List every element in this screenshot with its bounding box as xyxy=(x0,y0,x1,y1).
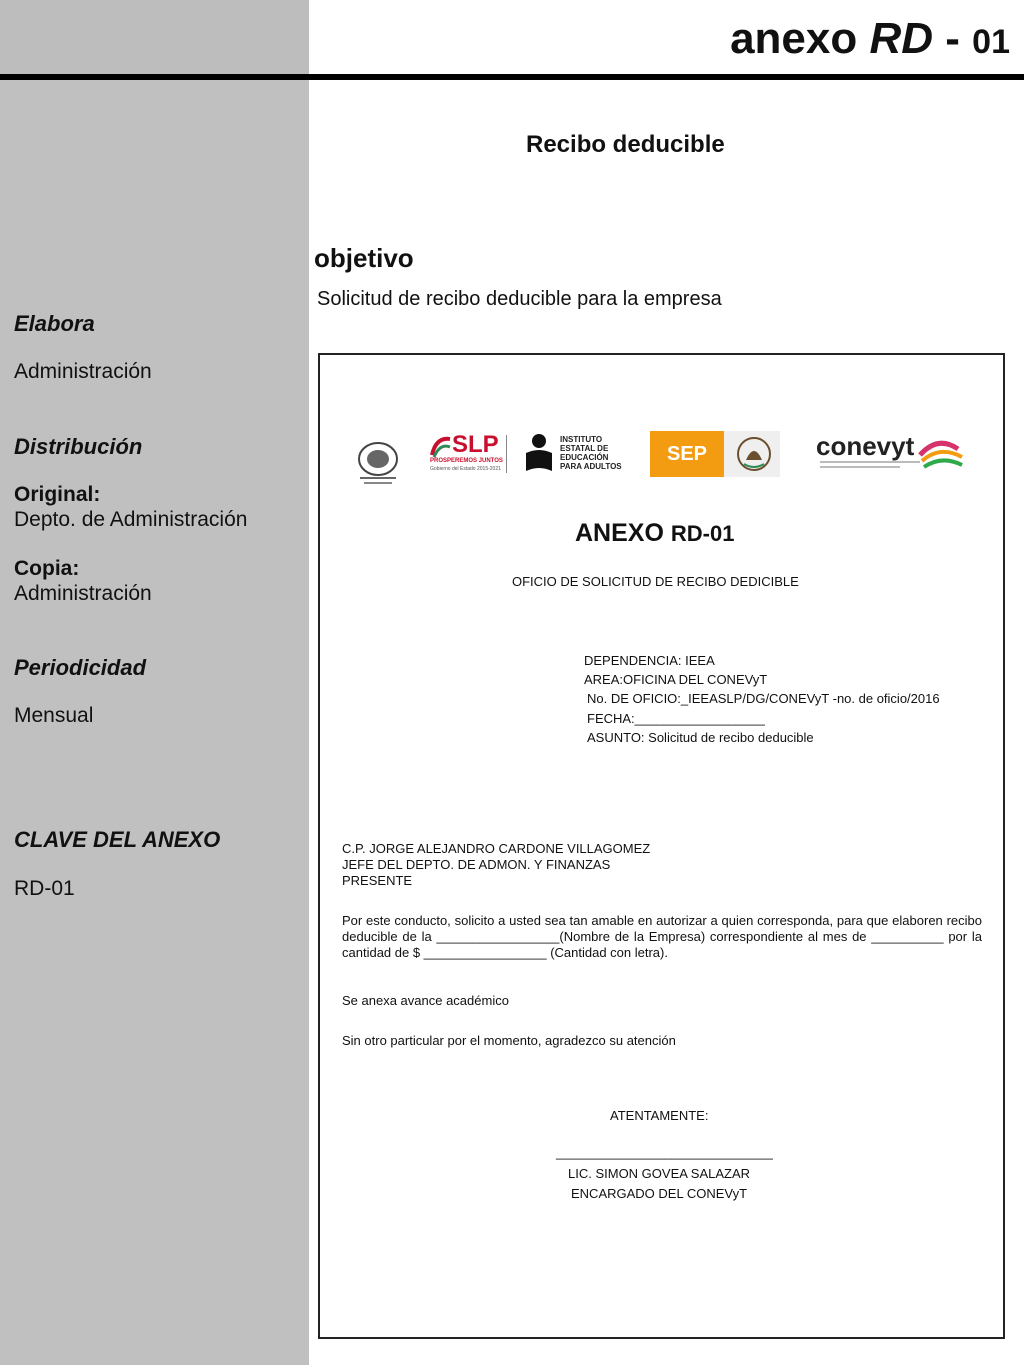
objetivo-heading: objetivo xyxy=(314,243,414,273)
slp-emblem-icon xyxy=(430,435,452,459)
ieea-reader-icon xyxy=(524,433,554,473)
document-frame xyxy=(318,353,1005,1339)
anexo-title: ANEXO RD-01 xyxy=(575,519,735,547)
no-oficio-field: No. DE OFICIO:_IEEASLP/DG/CONEVyT -no. de oficio/2016 xyxy=(587,691,940,706)
original-label: Original: xyxy=(14,483,101,506)
recipient-name: C.P. JORGE ALEJANDRO CARDONE VILLAGOMEZ xyxy=(342,841,651,856)
conevyt-swirl-icon xyxy=(918,435,964,475)
objetivo-text: Solicitud de recibo deducible para la empresa xyxy=(317,288,722,310)
section-title: Recibo deducible xyxy=(526,131,725,158)
periodicidad-value: Mensual xyxy=(14,704,94,727)
periodicidad-label: Periodicidad xyxy=(14,655,147,680)
coat-of-arms-logo xyxy=(352,437,404,487)
dependencia-field: DEPENDENCIA: IEEA xyxy=(584,653,715,668)
clave-value: RD-01 xyxy=(14,877,75,900)
elabora-label: Elabora xyxy=(14,311,95,336)
slp-logo: SLP PROSPEREMOS JUNTOS Gobierno del Estado 2015-2021 xyxy=(430,431,503,472)
sidebar-panel xyxy=(0,0,309,1365)
closing-text: Sin otro particular por el momento, agradezco su atención xyxy=(342,1033,676,1048)
clave-label: CLAVE DEL ANEXO xyxy=(14,827,221,852)
distribucion-label: Distribución xyxy=(14,434,143,459)
asunto-field: ASUNTO: Solicitud de recibo deducible xyxy=(587,730,814,745)
recipient-presente: PRESENTE xyxy=(342,873,413,888)
conevyt-logo: conevyt xyxy=(810,429,970,479)
ieea-logo: INSTITUTO ESTATAL DE EDUCACIÓN PARA ADULTOS xyxy=(524,433,634,477)
header-rule xyxy=(0,74,1024,80)
fecha-field: FECHA:__________________ xyxy=(587,711,765,726)
logo-divider xyxy=(506,435,507,473)
original-value: Depto. de Administración xyxy=(14,508,248,531)
anexa-text: Se anexa avance académico xyxy=(342,993,509,1008)
sidebar-header-block xyxy=(0,0,309,78)
copia-value: Administración xyxy=(14,582,152,605)
copia-label: Copia: xyxy=(14,557,80,580)
signer-title: ENCARGADO DEL CONEVyT xyxy=(571,1186,748,1201)
page-title: anexo RD - 01 xyxy=(730,14,1010,63)
request-paragraph: Por este conducto, solicito a usted sea tan amable en autorizar a quien corresponda, para que elaboren recibo deducible de la _________________(Nombre de la Empresa) correspondiente al mes de __________ por la cantidad de $ _________________ (Cantidad con letra). xyxy=(342,913,982,960)
recipient-title: JEFE DEL DEPTO. DE ADMON. Y FINANZAS xyxy=(342,857,611,872)
atentamente-text: ATENTAMENTE: xyxy=(610,1108,709,1123)
sep-logo: SEP xyxy=(650,431,780,477)
mexico-eagle-icon xyxy=(734,434,774,474)
signature-line: ______________________________ xyxy=(556,1145,773,1160)
signer-name: LIC. SIMON GOVEA SALAZAR xyxy=(568,1166,751,1181)
elabora-value: Administración xyxy=(14,360,152,383)
oficio-title: OFICIO DE SOLICITUD DE RECIBO DEDICIBLE xyxy=(512,574,799,589)
area-field: AREA:OFICINA DEL CONEVyT xyxy=(584,672,768,687)
